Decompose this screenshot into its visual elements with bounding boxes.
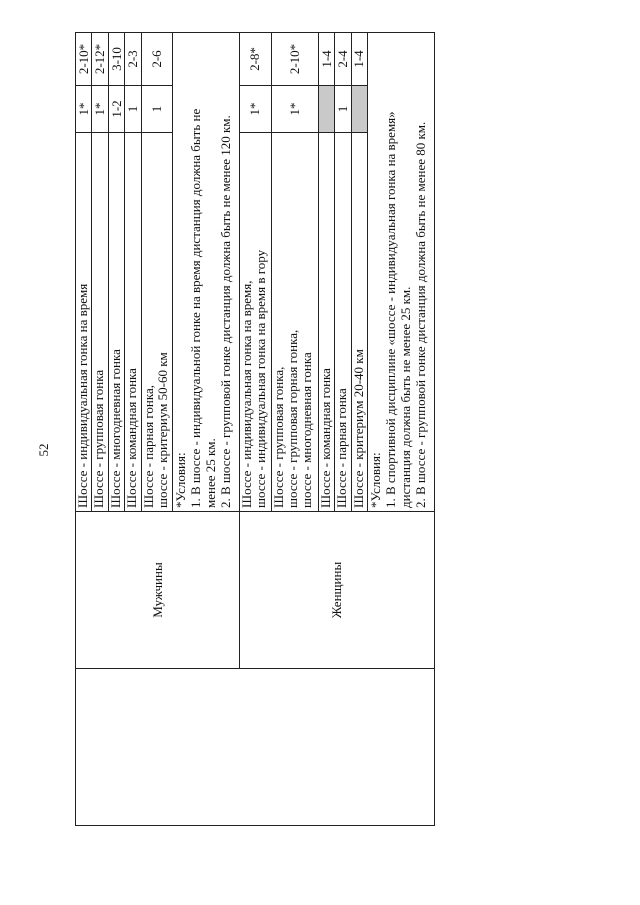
discipline-cell: Шоссе - индивидуальная гонка на время [76, 133, 92, 512]
value-b-cell: 2-10* [271, 33, 318, 86]
value-a-cell: 1* [76, 86, 92, 133]
value-a-cell: 1 [141, 86, 173, 133]
value-a-cell: 1 [125, 86, 141, 133]
ranking-table [75, 32, 435, 826]
discipline-cell: Шоссе - командная гонка [318, 133, 334, 512]
rotated-table-container [75, 43, 435, 826]
value-a-cell: 1* [240, 86, 272, 133]
value-b-cell: 3-10 [108, 33, 124, 86]
page-number: 52 [36, 443, 51, 457]
value-b-cell: 1-4 [351, 33, 367, 86]
shaded-value-a-cell [318, 86, 334, 133]
gender-women-cell: Женщины [240, 512, 435, 669]
discipline-cell: Шоссе - командная гонка [125, 133, 141, 512]
value-b-cell: 1-4 [318, 33, 334, 86]
value-a-cell: 1 [335, 86, 351, 133]
women-conditions-cell: *Условия: 1. В спортивной дисциплине «шоссе - индивидуальная гонка на время» дистанция должна быть не менее 25 км. 2. В шоссе - групповой гонке дистанция должна быть не менее 80 км. [368, 33, 435, 512]
value-b-cell: 2-4 [335, 33, 351, 86]
discipline-cell: Шоссе - критериум 20-40 км [351, 133, 367, 512]
discipline-cell: Шоссе - индивидуальная гонка на время, шоссе - индивидуальная гонка на время в гору [240, 133, 272, 512]
discipline-cell: Шоссе - групповая гонка [92, 133, 108, 512]
value-b-cell: 2-12* [92, 33, 108, 86]
value-a-cell: 1* [92, 86, 108, 133]
shaded-value-a-cell [351, 86, 367, 133]
value-b-cell: 2-8* [240, 33, 272, 86]
value-a-cell: 1* [271, 86, 318, 133]
value-a-cell: 1-2 [108, 86, 124, 133]
value-b-cell: 2-3 [125, 33, 141, 86]
table-frame [75, 43, 435, 826]
discipline-cell: Шоссе - парная гонка [335, 133, 351, 512]
blank-column-cell [76, 669, 435, 826]
table-row [76, 33, 92, 826]
value-b-cell: 2-6 [141, 33, 173, 86]
gender-men-cell: Мужчины [76, 512, 240, 669]
discipline-cell: Шоссе - групповая гонка, шоссе - групповая горная гонка, шоссе - многодневная гонка [271, 133, 318, 512]
men-conditions-cell: *Условия: 1. В шоссе - индивидуальной гонке на время дистанция должна быть не менее 25 км. 2. В шоссе - групповой гонке дистанция должна быть не менее 120 км. [173, 33, 240, 512]
discipline-cell: Шоссе - парная гонка, шоссе - критериум 50-60 км [141, 133, 173, 512]
value-b-cell: 2-10* [76, 33, 92, 86]
discipline-cell: Шоссе - многодневная гонка [108, 133, 124, 512]
